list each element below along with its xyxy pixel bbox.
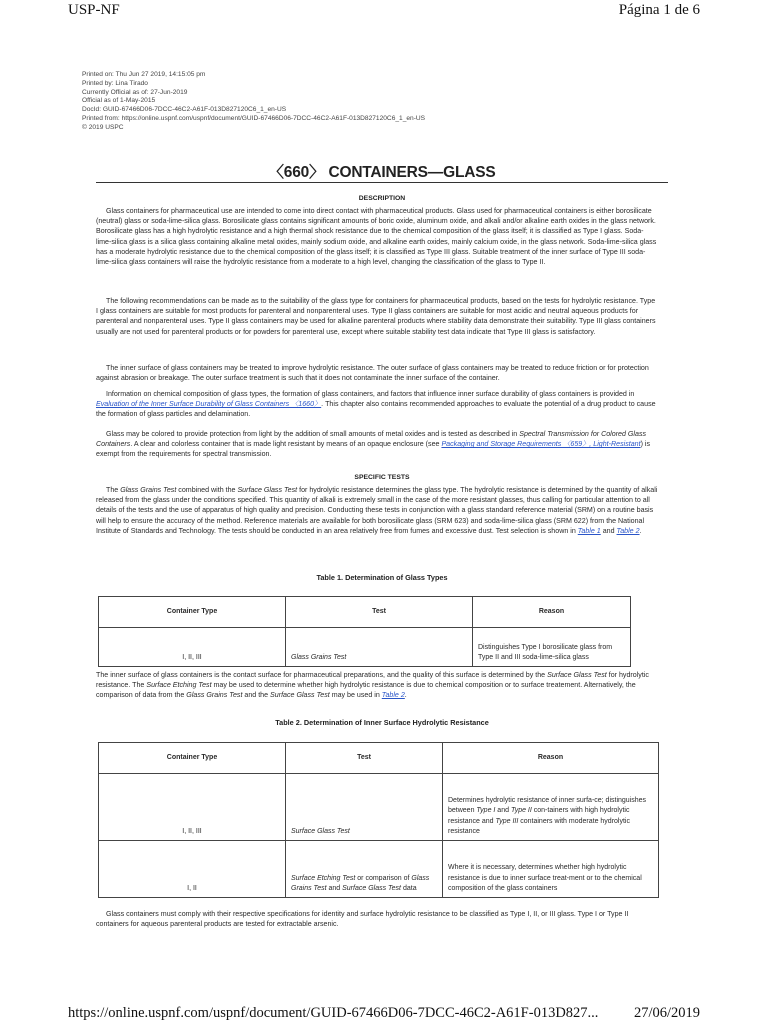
- cell-container-type: I, II, III: [99, 628, 286, 667]
- paragraph-chemical-composition: Information on chemical composition of glass types, the formation of glass containers, and factors that influence inner surface durability of glass containers is provided in Evaluation of the Inner Surface Durability of Glass Containers 〈1660〉. This chapter also contains recommended approaches to evaluate the potential of a drug product to cause the formation of glass particles and delamination.: [96, 390, 656, 419]
- table-row: [99, 841, 659, 898]
- paragraph-inner-surface: The inner surface of glass containers is the contact surface for pharmaceutical preparations, and the quality of this surface is determined by the Surface Glass Test for hydrolytic resistance. The Surface Etching Test may be used to determine whether high hydrolytic resistance is due to chemical composition or to surface treatement. Alternatively, the comparison of data from the Glass Grains Test and the Surface Glass Test may be used in Table 2.: [96, 671, 649, 700]
- cell-test: Surface Etching Test or comparison of Glass Grains Test and Surface Glass Test data: [286, 841, 443, 898]
- column-header-reason: Reason: [443, 743, 659, 774]
- paragraph-surface-treatment: The inner surface of glass containers may be treated to improve hydrolytic resistance. The outer surface of glass containers may be treated to reduce friction or for protection against abrasion or breakage. The outer surface treatment is such that it does not contaminate the inner surface of the container.: [96, 364, 649, 383]
- meta-docid: DocId: GUID-67466D06-7DCC-46C2-A61F-013D827120C6_1_en-US: [82, 106, 287, 114]
- paragraph-colored-glass: Glass may be colored to provide protection from light by the addition of small amounts of metal oxides and is tested as described in Spectral Transmission for Colored Glass Containers. A clear and colorless container that is made light resistant by means of an opaque enclosure (see Packaging and Storage Requirements 〈659〉, Light-Resistant) is exempt from the requirements for spectral transmission.: [96, 430, 651, 459]
- column-header-test: Test: [286, 597, 473, 628]
- link-packaging-659[interactable]: Packaging and Storage Requirements 〈659〉, Light-Resistant: [441, 440, 641, 449]
- meta-copyright: © 2019 USPC: [82, 123, 124, 131]
- header-source: USP-NF: [68, 2, 120, 18]
- cell-reason: Distinguishes Type I borosilicate glass from Type II and III soda-lime-silica glass: [473, 628, 631, 667]
- cell-reason: Determines hydrolytic resistance of inner surfa-ce; distinguishes between Type I and Type II con-tainers with high hydrolytic resistance and Type III containers with moderate hydrolytic resistance: [443, 774, 659, 841]
- footer-url: https://online.uspnf.com/uspnf/document/GUID-67466D06-7DCC-46C2-A61F-013D827...: [68, 1005, 599, 1021]
- page-header: [0, 0, 768, 24]
- section-heading-specific-tests: SPECIFIC TESTS: [354, 474, 410, 481]
- table-hydrolytic-resistance: [98, 742, 659, 898]
- cell-container-type: I, II, III: [99, 774, 286, 841]
- meta-printed-by: Printed by: Lina Tirado: [82, 79, 148, 87]
- page-title: 〈660〉 CONTAINERS—GLASS: [268, 164, 496, 181]
- footer-date: 27/06/2019: [633, 1005, 700, 1021]
- meta-printed-on: Printed on: Thu Jun 27 2019, 14:15:05 pm: [82, 71, 206, 78]
- page-footer: [0, 1002, 768, 1024]
- link-table-2[interactable]: Table 2: [616, 526, 640, 535]
- meta-printed-from: Printed from: https://online.uspnf.com/uspnf/document/GUID-67466D06-7DCC-46C2-A61F-013D827120C6_1_en-US: [82, 114, 426, 122]
- title-divider: [96, 182, 668, 183]
- table-row: [99, 628, 631, 667]
- cell-reason: Where it is necessary, determines whether high hydrolytic resistance is due to inner surface treat-ment or to the chemical composition of the glass containers: [443, 841, 659, 898]
- meta-official-as-of: Official as of 1-May-2015: [82, 97, 156, 105]
- table-header-row: [99, 743, 659, 774]
- table-1-caption: Table 1. Determination of Glass Types: [316, 573, 448, 582]
- paragraph-glass-grains-test: The Glass Grains Test combined with the Surface Glass Test for hydrolytic resistance determines the glass type. The hydrolytic resistance is determined by the quantity of alkali released from the glass under the conditions specified. This quantity of alkali is extremely small in the case of the more resistant glasses, thus calling for particular attention to all details of the tests and the use of apparatus of high quality and precision. Conducting these tests in conjunction with a glass standard reference material (SRM) on a routine basis will help to ensure the accuracy of the method. Reference materials are available for both borosilicate glass (SRM 623) and soda-lime-silica glass (SRM 622) from the National Institute of Standards and Technology. The tests should be conducted in an area relatively free from fumes and excessive dust. Test selection is shown in Table 1 and Table 2.: [96, 486, 658, 535]
- print-metadata: [82, 71, 425, 133]
- section-heading-description: DESCRIPTION: [358, 195, 406, 202]
- table-header-row: [99, 597, 631, 628]
- table-row: [99, 774, 659, 841]
- header-page-number: Página 1 de 6: [618, 2, 700, 18]
- paragraph-compliance: Glass containers must comply with their respective specifications for identity and surface hydrolytic resistance to be classified as Type I, II, or III glass. Type I or Type II containers for aqueous parenteral products are tested for extractable arsenic.: [96, 910, 629, 929]
- link-evaluation-1660[interactable]: Evaluation of the Inner Surface Durability of Glass Containers 〈1660〉: [96, 400, 322, 409]
- table-glass-types: [98, 596, 631, 667]
- column-header-test: Test: [286, 743, 443, 774]
- paragraph-glass-types: Glass containers for pharmaceutical use are intended to come into direct contact with pharmaceutical products. Glass used for pharmaceutical containers is either borosilicate (neutral) glass or soda-lime-silica glass. Borosilicate glass contains significant amounts of boric oxide, aluminum oxide, and alkali and/or alkaline earth oxides in the glass network. Borosilicate glass has a high hydrolytic resistance and a high thermal shock resistance due to the chemical composition of the glass itself; it is classified as Type I glass. Soda-lime-silica glass is a silica glass containing alkaline metal oxides, mainly sodium oxide, and alkaline earth oxides, mainly calcium oxide, in the glass network. Soda-lime-silica glass has a moderate hydrolytic resistance due to the chemical composition of the glass itself; it is classified as Type III glass. Suitable treatment of the inner surface of Type III soda-lime-silica glass containers will raise the hydrolytic resistance from a moderate to a high level, changing the classification of the glass to Type II.: [96, 207, 657, 267]
- link-table-2-inline[interactable]: Table 2: [381, 691, 405, 700]
- paragraph-recommendations: The following recommendations can be made as to the suitability of the glass type for containers for pharmaceutical products, based on the tests for hydrolytic resistance. Type I glass containers are suitable for most products for parenteral and nonparenteral uses. Type II glass containers are suitable for most acidic and neutral aqueous products for parenteral and nonparenteral uses. Type II glass containers may be used for alkaline parenteral products where stability data demonstrate their suitability. Type III glass containers usually are not used for parenteral products or for powders for parenteral use, except where suitable stability test data indicate that Type III glass is satisfactory.: [96, 297, 656, 336]
- cell-container-type: I, II: [99, 841, 286, 898]
- column-header-container-type: Container Type: [99, 597, 286, 628]
- cell-test: Glass Grains Test: [286, 628, 473, 667]
- column-header-container-type: Container Type: [99, 743, 286, 774]
- cell-test: Surface Glass Test: [286, 774, 443, 841]
- table-2-caption: Table 2. Determination of Inner Surface Hydrolytic Resistance: [275, 718, 489, 727]
- meta-currently-official: Currently Official as of: 27-Jun-2019: [82, 88, 188, 96]
- link-table-1[interactable]: Table 1: [577, 526, 601, 535]
- column-header-reason: Reason: [473, 597, 631, 628]
